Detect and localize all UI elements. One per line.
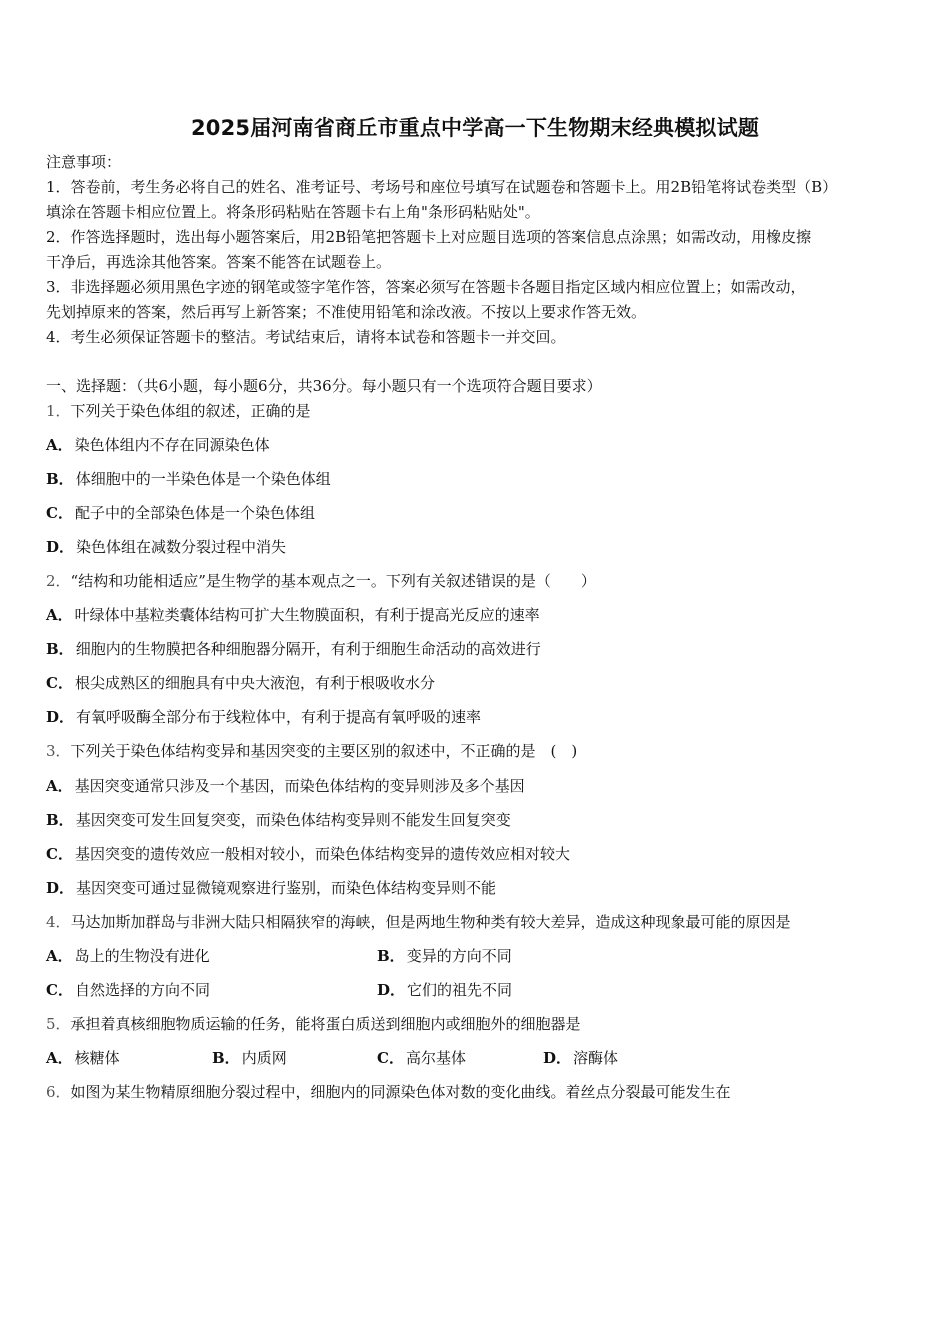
question-6 (46, 1082, 731, 1102)
option-b (46, 639, 541, 659)
option-label: C． (46, 504, 73, 522)
option-c (46, 980, 210, 1000)
option-c (377, 1048, 466, 1068)
option-text: 叶绿体中基粒类囊体结构可扩大生物膜面积，有利于提高光反应的速率 (74, 606, 540, 624)
notice-line: 填涂在答题卡相应位置上。将条形码粘贴在答题卡右上角"条形码粘贴处"。 (46, 203, 540, 221)
option-text: 根尖成熟区的细胞具有中央大液泡，有利于根吸收水分 (74, 674, 435, 692)
question-stem: 承担着真核细胞物质运输的任务，能将蛋白质送到细胞内或细胞外的细胞器是 (70, 1015, 581, 1033)
option-label: D． (377, 981, 406, 999)
question-4 (46, 912, 791, 932)
question-5 (46, 1014, 581, 1034)
option-text: 染色体组内不存在同源染色体 (74, 436, 270, 454)
option-b (212, 1048, 287, 1068)
option-label: A． (46, 947, 73, 965)
option-label: D． (46, 708, 75, 726)
notice-line: 先划掉原来的答案，然后再写上新答案；不准使用铅笔和涂改液。不按以上要求作答无效。 (46, 303, 647, 321)
option-text: 岛上的生物没有进化 (74, 947, 210, 965)
option-text: 变异的方向不同 (406, 947, 512, 965)
option-label: D． (46, 879, 75, 897)
question-1 (46, 401, 311, 421)
option-text: 自然选择的方向不同 (74, 981, 210, 999)
option-text: 核糖体 (74, 1049, 120, 1067)
option-label: C． (377, 1049, 404, 1067)
notice-line: 4．考生必须保证答题卡的整洁。考试结束后，请将本试卷和答题卡一并交回。 (46, 328, 566, 346)
option-label: C． (46, 845, 73, 863)
exam-title: 2025届河南省商丘市重点中学高一下生物期末经典模拟试题 (190, 116, 760, 140)
option-d (543, 1048, 618, 1068)
option-label: B． (377, 947, 405, 965)
question-number: 6． (46, 1083, 71, 1101)
question-3 (46, 741, 577, 761)
option-text: 体细胞中的一半染色体是一个染色体组 (75, 470, 331, 488)
notice-line: 1．答卷前，考生务必将自己的姓名、准考证号、考场号和座位号填写在试题卷和答题卡上。用2B铅笔将试卷类型（B） (46, 178, 838, 196)
option-text: 细胞内的生物膜把各种细胞器分隔开，有利于细胞生命活动的高效进行 (75, 640, 541, 658)
option-d (46, 537, 286, 557)
option-text: 基因突变可通过显微镜观察进行鉴别，而染色体结构变异则不能 (76, 879, 497, 897)
option-d (46, 707, 481, 727)
question-stem: 如图为某生物精原细胞分裂过程中，细胞内的同源染色体对数的变化曲线。着丝点分裂最可能发生在 (70, 1083, 731, 1101)
option-c (46, 673, 435, 693)
notice-line: 2．作答选择题时，选出每小题答案后，用2B铅笔把答题卡上对应题目选项的答案信息点涂黑；如需改动，用橡皮擦 (46, 228, 812, 246)
question-2 (46, 571, 596, 591)
option-label: B． (46, 640, 74, 658)
question-stem: 下列关于染色体组的叙述，正确的是 (70, 402, 311, 420)
option-text: 它们的祖先不同 (407, 981, 513, 999)
notice-line: 3．非选择题必须用黑色字迹的钢笔或签字笔作答，答案必须写在答题卡各题目指定区域内相应位置上；如需改动， (46, 278, 806, 296)
section-heading: 一、选择题：（共6小题，每小题6分，共36分。每小题只有一个选项符合题目要求） (46, 377, 602, 395)
option-label: B． (212, 1049, 240, 1067)
question-stem: 下列关于染色体结构变异和基因突变的主要区别的叙述中，不正确的是 ( ) (70, 742, 578, 760)
question-number: 1． (46, 402, 71, 420)
option-label: B． (46, 811, 74, 829)
option-b (46, 469, 331, 489)
option-c (46, 503, 315, 523)
option-d (46, 878, 496, 898)
option-label: A． (46, 1049, 73, 1067)
option-text: 基因突变的遗传效应一般相对较小，而染色体结构变异的遗传效应相对较大 (74, 845, 570, 863)
option-label: A． (46, 606, 73, 624)
option-label: D． (543, 1049, 572, 1067)
notice-line: 干净后，再选涂其他答案。答案不能答在试题卷上。 (46, 253, 392, 271)
question-stem: 马达加斯加群岛与非洲大陆只相隔狭窄的海峡，但是两地生物种类有较大差异，造成这种现象最可能的原因是 (70, 913, 791, 931)
option-b (377, 946, 512, 966)
option-a (46, 435, 270, 455)
option-a (46, 946, 210, 966)
option-label: A． (46, 436, 73, 454)
option-label: C． (46, 981, 73, 999)
option-text: 基因突变通常只涉及一个基因，而染色体结构的变异则涉及多个基因 (74, 777, 525, 795)
option-a (46, 605, 540, 625)
question-number: 4． (46, 913, 71, 931)
option-d (377, 980, 512, 1000)
option-text: 溶酶体 (573, 1049, 619, 1067)
option-label: C． (46, 674, 73, 692)
option-text: 染色体组在减数分裂过程中消失 (76, 538, 287, 556)
option-label: D． (46, 538, 75, 556)
question-stem: “结构和功能相适应”是生物学的基本观点之一。下列有关叙述错误的是（ ） (70, 572, 596, 590)
option-a (46, 1048, 120, 1068)
notice-heading: 注意事项： (46, 153, 122, 171)
option-label: A． (46, 777, 73, 795)
question-number: 2． (46, 572, 71, 590)
option-label: B． (46, 470, 74, 488)
question-number: 3． (46, 742, 71, 760)
option-text: 有氧呼吸酶全部分布于线粒体中，有利于提高有氧呼吸的速率 (76, 708, 482, 726)
option-text: 配子中的全部染色体是一个染色体组 (74, 504, 315, 522)
option-b (46, 810, 511, 830)
option-text: 高尔基体 (405, 1049, 466, 1067)
option-text: 基因突变可发生回复突变，而染色体结构变异则不能发生回复突变 (75, 811, 511, 829)
option-a (46, 776, 525, 796)
option-c (46, 844, 570, 864)
option-text: 内质网 (241, 1049, 287, 1067)
question-number: 5． (46, 1015, 71, 1033)
